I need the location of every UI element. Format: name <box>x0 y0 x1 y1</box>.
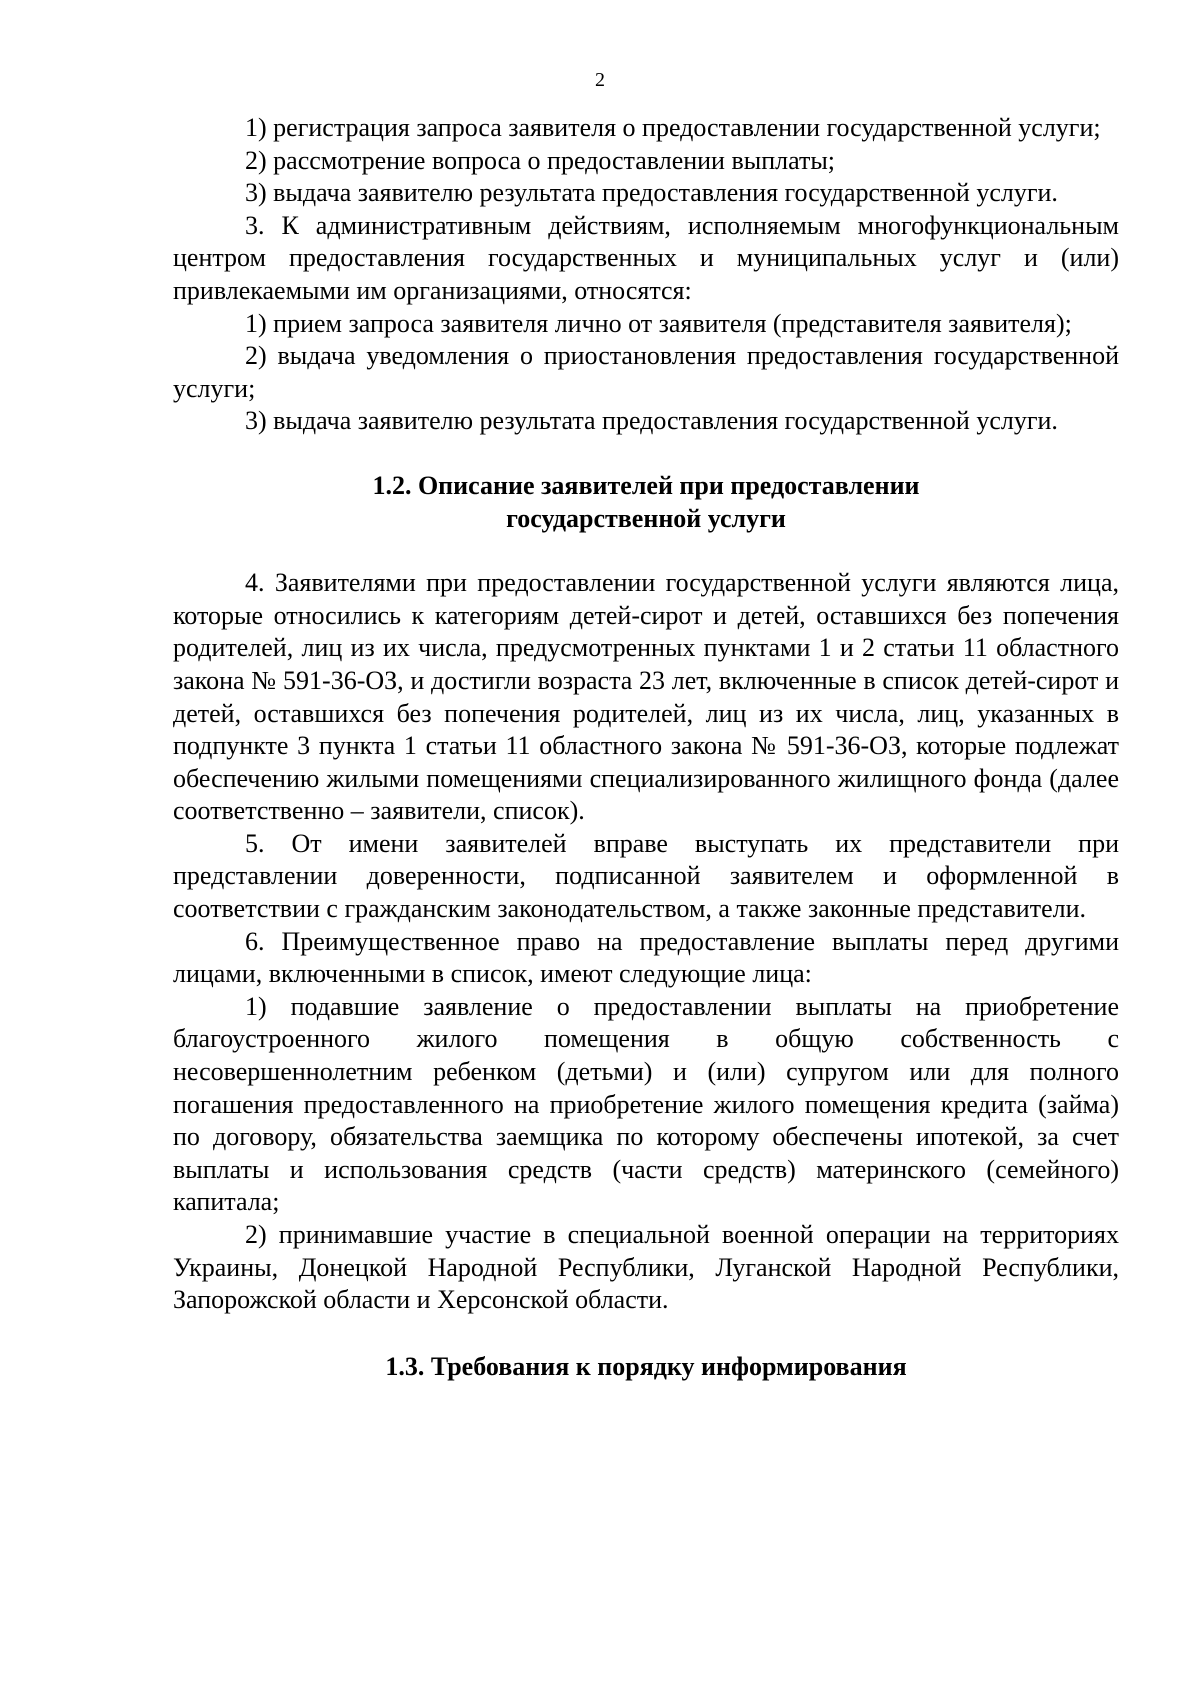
paragraph: 3) выдача заявителю результата предоставления государственной услуги. <box>245 406 1058 436</box>
section-heading-line: государственной услуги <box>506 503 786 533</box>
paragraph: 1) регистрация запроса заявителя о предоставлении государственной услуги; <box>245 113 1101 142</box>
document-body <box>173 112 1119 1383</box>
paragraph: 4. Заявителями при предоставлении государственной услуги являются лица, которые относились к категориям детей-сирот и детей, оставшихся без попечения родителей, лиц из их числа, предусмотренных пунктами 1 и 2 статьи 11 областного закона № 591-36-ОЗ, и достигли возраста 23 лет, включенные в список детей-сирот и детей, оставшихся без попечения родителей, лиц из их числа, лиц, указанных в подпункте 3 пункта 1 статьи 11 областного закона № 591-36-ОЗ, которые подлежат обеспечению жилыми помещениями специализированного жилищного фонда (далее соответственно – заявители, список). <box>173 568 1119 826</box>
paragraph: 1) подавшие заявление о предоставлении выплаты на приобретение благоустроенного жилого помещения в общую собственность с несовершеннолетним ребенком (детьми) и (или) супругом или для полного погашения предоставленного на приобретение жилого помещения кредита (займа) по договору, обязательства заемщика по которому обеспечены ипотекой, за счет выплаты и использования средств (части средств) материнского (семейного) капитала; <box>173 991 1119 1217</box>
paragraph: 5. От имени заявителей вправе выступать их представители при представлении доверенности, подписанной заявителем и оформленной в соответствии с гражданским законодательством, а также законные представители. <box>173 828 1119 924</box>
paragraph: 2) выдача уведомления о приостановления предоставления государственной услуги; <box>173 341 1119 403</box>
section-heading-1-2 <box>173 470 1119 535</box>
page-number: 2 <box>595 69 605 91</box>
paragraph: 6. Преимущественное право на предоставление выплаты перед другими лицами, включенными в список, имеют следующие лица: <box>173 926 1119 989</box>
paragraph: 2) принимавшие участие в специальной военной операции на территориях Украины, Донецкой Народной Республики, Луганской Народной Республики, Запорожской области и Херсонской области. <box>173 1220 1119 1315</box>
section-heading-line: 1.2. Описание заявителей при предоставлении <box>372 470 920 500</box>
paragraph: 1) прием запроса заявителя лично от заявителя (представителя заявителя); <box>245 308 1072 338</box>
section-heading-1-3 <box>173 1351 1119 1384</box>
paragraph: 3) выдача заявителю результата предоставления государственной услуги. <box>245 178 1058 208</box>
paragraph: 3. К административным действиям, исполняемым многофункциональным центром предоставления государственных и муниципальных услуг и (или) привлекаемыми им организациями, относятся: <box>173 210 1119 305</box>
section-heading-line: 1.3. Требования к порядку информирования <box>385 1351 907 1381</box>
paragraph: 2) рассмотрение вопроса о предоставлении выплаты; <box>245 145 836 175</box>
